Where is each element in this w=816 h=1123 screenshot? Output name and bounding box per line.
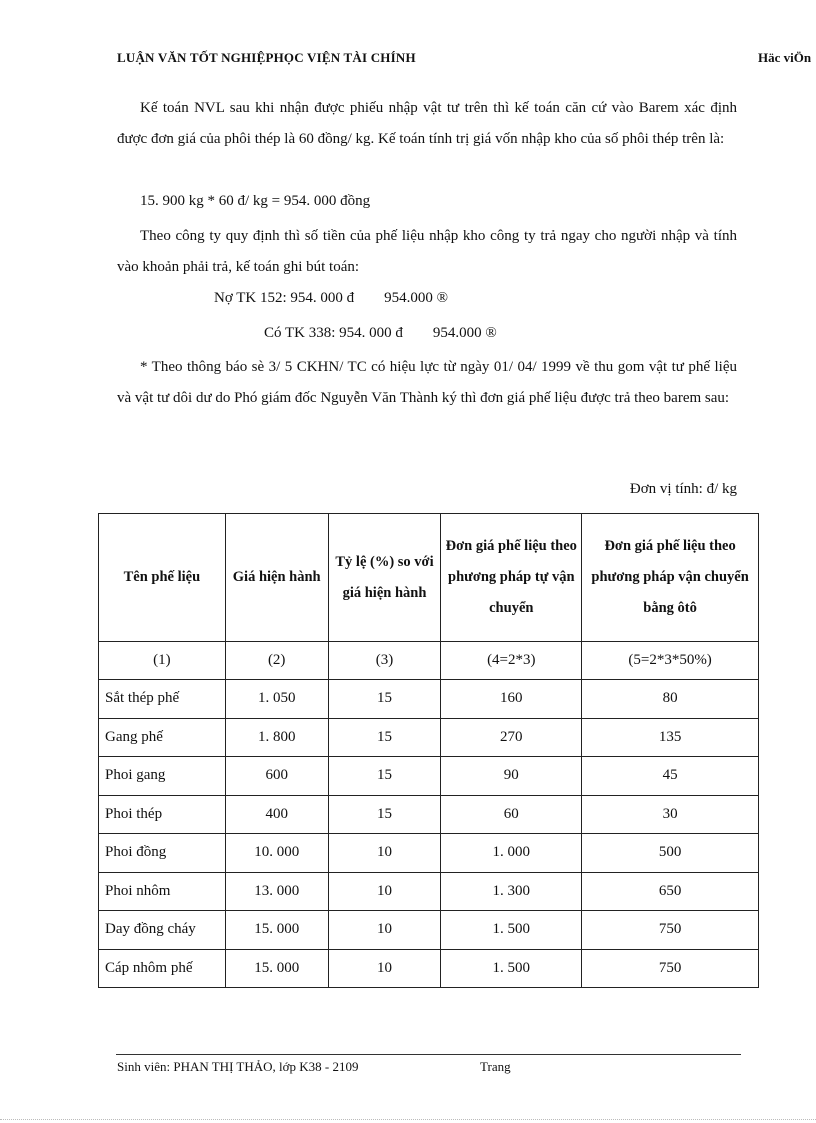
column-numbering-row [99,642,759,680]
col-header-current-price: Giá hiện hành [225,514,328,642]
cell-self-transport-price: 1. 500 [441,911,582,950]
cell-rate: 15 [328,680,441,719]
table-header-row [99,514,759,642]
cell-self-transport-price: 270 [441,718,582,757]
cell-rate: 10 [328,834,441,873]
cell-truck-transport-price: 500 [582,834,759,873]
cell-rate: 10 [328,911,441,950]
cell-truck-transport-price: 45 [582,757,759,796]
cell-truck-transport-price: 80 [582,680,759,719]
cell-truck-transport-price: 750 [582,911,759,950]
col-header-self-transport-price: Đơn giá phế liệu theo phương pháp tự vận chuyển [441,514,582,642]
cell-rate: 10 [328,872,441,911]
cell-self-transport-price: 90 [441,757,582,796]
journal-entry-debit: Nợ TK 152: 954. 000 đ 954.000 ® [214,290,449,306]
col-number: (3) [328,642,441,680]
cell-current-price: 1. 050 [225,680,328,719]
cost-formula: 15. 900 kg * 60 đ/ kg = 954. 000 đồng [140,193,371,209]
col-number: (4=2*3) [441,642,582,680]
footer-student: Sinh viên: PHAN THỊ THẢO, lớp K38 - 2109 [117,1059,359,1074]
cell-current-price: 15. 000 [225,911,328,950]
table-row [99,834,759,873]
cell-rate: 15 [328,757,441,796]
cell-truck-transport-price: 30 [582,795,759,834]
cell-truck-transport-price: 135 [582,718,759,757]
table-row [99,757,759,796]
table-row [99,680,759,719]
cell-current-price: 13. 000 [225,872,328,911]
table-row [99,718,759,757]
cell-self-transport-price: 60 [441,795,582,834]
paragraph-2: Theo công ty quy định thì số tiền của phế liệu nhập kho công ty trả ngay cho người nhập và tính vào khoản phải trả, kế toán ghi bút toán: [117,228,737,275]
cell-name: Phoi thép [99,795,226,834]
cell-self-transport-price: 1. 300 [441,872,582,911]
cell-current-price: 1. 800 [225,718,328,757]
cell-name: Phoi đồng [99,834,226,873]
cell-rate: 15 [328,718,441,757]
table-row [99,911,759,950]
journal-entry-credit: Có TK 338: 954. 000 đ 954.000 ® [264,325,497,341]
cell-current-price: 15. 000 [225,949,328,988]
cell-current-price: 600 [225,757,328,796]
col-header-rate: Tỷ lệ (%) so với giá hiện hành [328,514,441,642]
cell-name: Gang phế [99,718,226,757]
cell-name: Cáp nhôm phế [99,949,226,988]
paragraph-3: * Theo thông báo sè 3/ 5 CKHN/ TC có hiệu lực từ ngày 01/ 04/ 1999 về thu gom vật tư phế liệu và vật tư dôi dư do Phó giám đốc Nguyễn Văn Thành ký thì đơn giá phế liệu được trả theo barem sau: [117,359,737,406]
cell-self-transport-price: 1. 000 [441,834,582,873]
header-institution: Häc viÖn [758,50,812,65]
cell-name: Phoi nhôm [99,872,226,911]
cell-name: Phoi gang [99,757,226,796]
cell-truck-transport-price: 650 [582,872,759,911]
header-title: LUẬN VĂN TỐT NGHIỆPHỌC VIỆN TÀI CHÍNH [117,50,416,65]
col-number: (5=2*3*50%) [582,642,759,680]
footer-page-label: Trang [480,1059,511,1074]
table-row [99,872,759,911]
scrap-price-table [98,513,759,988]
col-header-truck-transport-price: Đơn giá phế liệu theo phương pháp vận chuyển bằng ôtô [582,514,759,642]
table-row [99,949,759,988]
page-bottom-border [0,1119,816,1120]
cell-rate: 15 [328,795,441,834]
cell-name: Day đồng cháy [99,911,226,950]
col-number: (2) [225,642,328,680]
cell-self-transport-price: 1. 500 [441,949,582,988]
col-number: (1) [99,642,226,680]
paragraph-1: Kế toán NVL sau khi nhận được phiếu nhập vật tư trên thì kế toán căn cứ vào Barem xác định được đơn giá của phôi thép là 60 đồng/ kg. Kế toán tính trị giá vốn nhập kho của số phôi thép trên là: [117,100,737,147]
col-header-name: Tên phế liệu [99,514,226,642]
unit-label: Đơn vị tính: đ/ kg [629,481,737,497]
footer-divider [116,1054,741,1055]
cell-truck-transport-price: 750 [582,949,759,988]
cell-rate: 10 [328,949,441,988]
table-row [99,795,759,834]
cell-current-price: 10. 000 [225,834,328,873]
cell-name: Sắt thép phế [99,680,226,719]
cell-self-transport-price: 160 [441,680,582,719]
cell-current-price: 400 [225,795,328,834]
